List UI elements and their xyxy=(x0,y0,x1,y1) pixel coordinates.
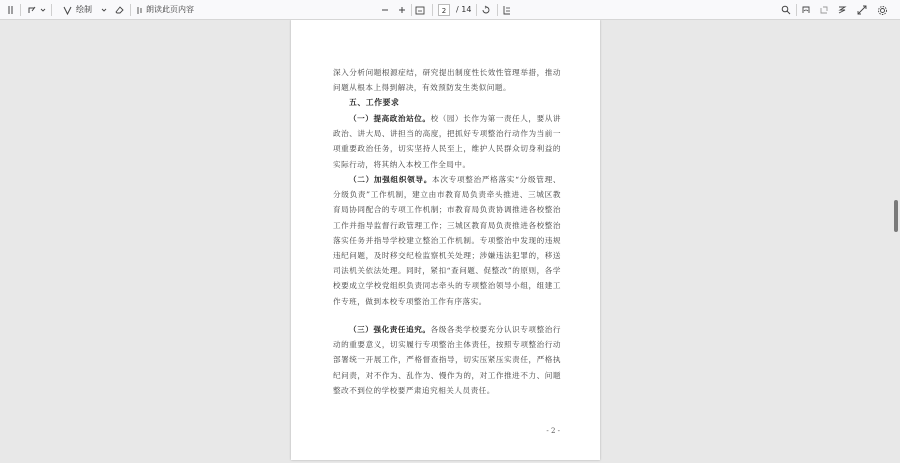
paragraph xyxy=(333,322,561,398)
minus-icon[interactable] xyxy=(379,3,391,17)
two-page-icon[interactable] xyxy=(501,3,513,17)
toolbar-divider xyxy=(411,4,412,16)
fit-page-icon[interactable] xyxy=(414,3,426,17)
toolbar-divider xyxy=(130,4,131,16)
save-icon[interactable] xyxy=(800,3,812,17)
read-aloud-label[interactable]: 朗读此页内容 xyxy=(146,5,194,14)
paragraph xyxy=(333,111,561,172)
draw-dropdown-icon[interactable] xyxy=(100,3,108,17)
paragraph-text: 校（园）长作为第一责任人，要从讲政治、讲大局、讲担当的高度，把抓好专项整治行动作为当前一项重要政治任务，切实坚持人民至上，维护人民群众切身利益的实际行动，将其纳入本校工作全局中。 xyxy=(333,114,561,169)
paragraph xyxy=(333,172,561,309)
toolbar-divider xyxy=(432,4,433,16)
page-number-input[interactable]: 2 xyxy=(438,4,450,16)
sidebar-toggle-icon[interactable] xyxy=(5,3,17,17)
vertical-scrollbar[interactable] xyxy=(893,20,898,463)
scrollbar-thumb[interactable] xyxy=(894,200,898,232)
pdf-page xyxy=(291,20,600,460)
share-icon[interactable] xyxy=(836,3,848,17)
paragraph-lead: （一）提高政治站位。 xyxy=(349,114,431,123)
search-icon[interactable] xyxy=(780,3,792,17)
draw-label[interactable]: 绘制 xyxy=(76,5,92,14)
fullscreen-icon[interactable] xyxy=(856,3,868,17)
paragraph xyxy=(333,65,561,95)
toolbar-divider xyxy=(476,4,477,16)
plus-icon[interactable] xyxy=(396,3,408,17)
highlight-icon[interactable] xyxy=(26,3,38,17)
toolbar-divider xyxy=(20,4,21,16)
paragraph-text: 本次专项整治严格落实“分级管理、分级负责”工作机制，建立由市教育局负责牵头推进、三城区教育局协同配合的专项工作机制；市教育局负责协调推进各校整治工作并指导监督行政管理工作；三城区教育局负责推进各校整治落实任务并指导学校建立整治工作机制。专项整治中发现的违规违纪问题，及时移交纪检监察机关处理；涉嫌违法犯罪的，移送司法机关依法处理。同时，紧扣“查问题、促整改”的原则，各学校要成立学校党组织负责同志牵头的专项整治领导小组，组建工作专班，做到本校专项整治工作有序落实。 xyxy=(333,175,561,306)
gear-icon[interactable] xyxy=(875,3,889,17)
paragraph-lead: （三）强化责任追究。 xyxy=(349,325,431,334)
toolbar-divider xyxy=(796,4,797,16)
paragraph-text: 深入分析问题根源症结，研究提出制度性长效性管理举措，推动问题从根本上得到解决，有效预防发生类似问题。 xyxy=(333,68,561,93)
page-total-label: / 14 xyxy=(456,5,472,14)
section-heading: 五、工作要求 xyxy=(349,98,400,107)
toolbar-divider xyxy=(497,4,498,16)
document-viewport[interactable] xyxy=(0,20,900,463)
pdf-toolbar xyxy=(0,0,900,20)
eraser-icon[interactable] xyxy=(113,3,125,17)
read-aloud-icon[interactable] xyxy=(136,3,146,17)
paragraph-lead: （二）加强组织领导。 xyxy=(349,175,433,184)
paragraph-text: 各级各类学校要充分认识专项整治行动的重要意义，切实履行专项整治主体责任，按照专项整治行动部署统一开展工作，严格督查指导，切实压紧压实责任，严格执纪问责，对不作为、乱作为、慢作为的，对工作推进不力、问题整改不到位的学校要严肃追究相关人员责任。 xyxy=(333,325,561,395)
toolbar-divider xyxy=(51,4,52,16)
page-number: - 2 - xyxy=(546,427,560,435)
rotate-icon[interactable] xyxy=(480,3,492,17)
highlight-dropdown-icon[interactable] xyxy=(39,3,47,17)
print-icon[interactable] xyxy=(818,3,830,17)
draw-icon[interactable] xyxy=(62,3,72,17)
